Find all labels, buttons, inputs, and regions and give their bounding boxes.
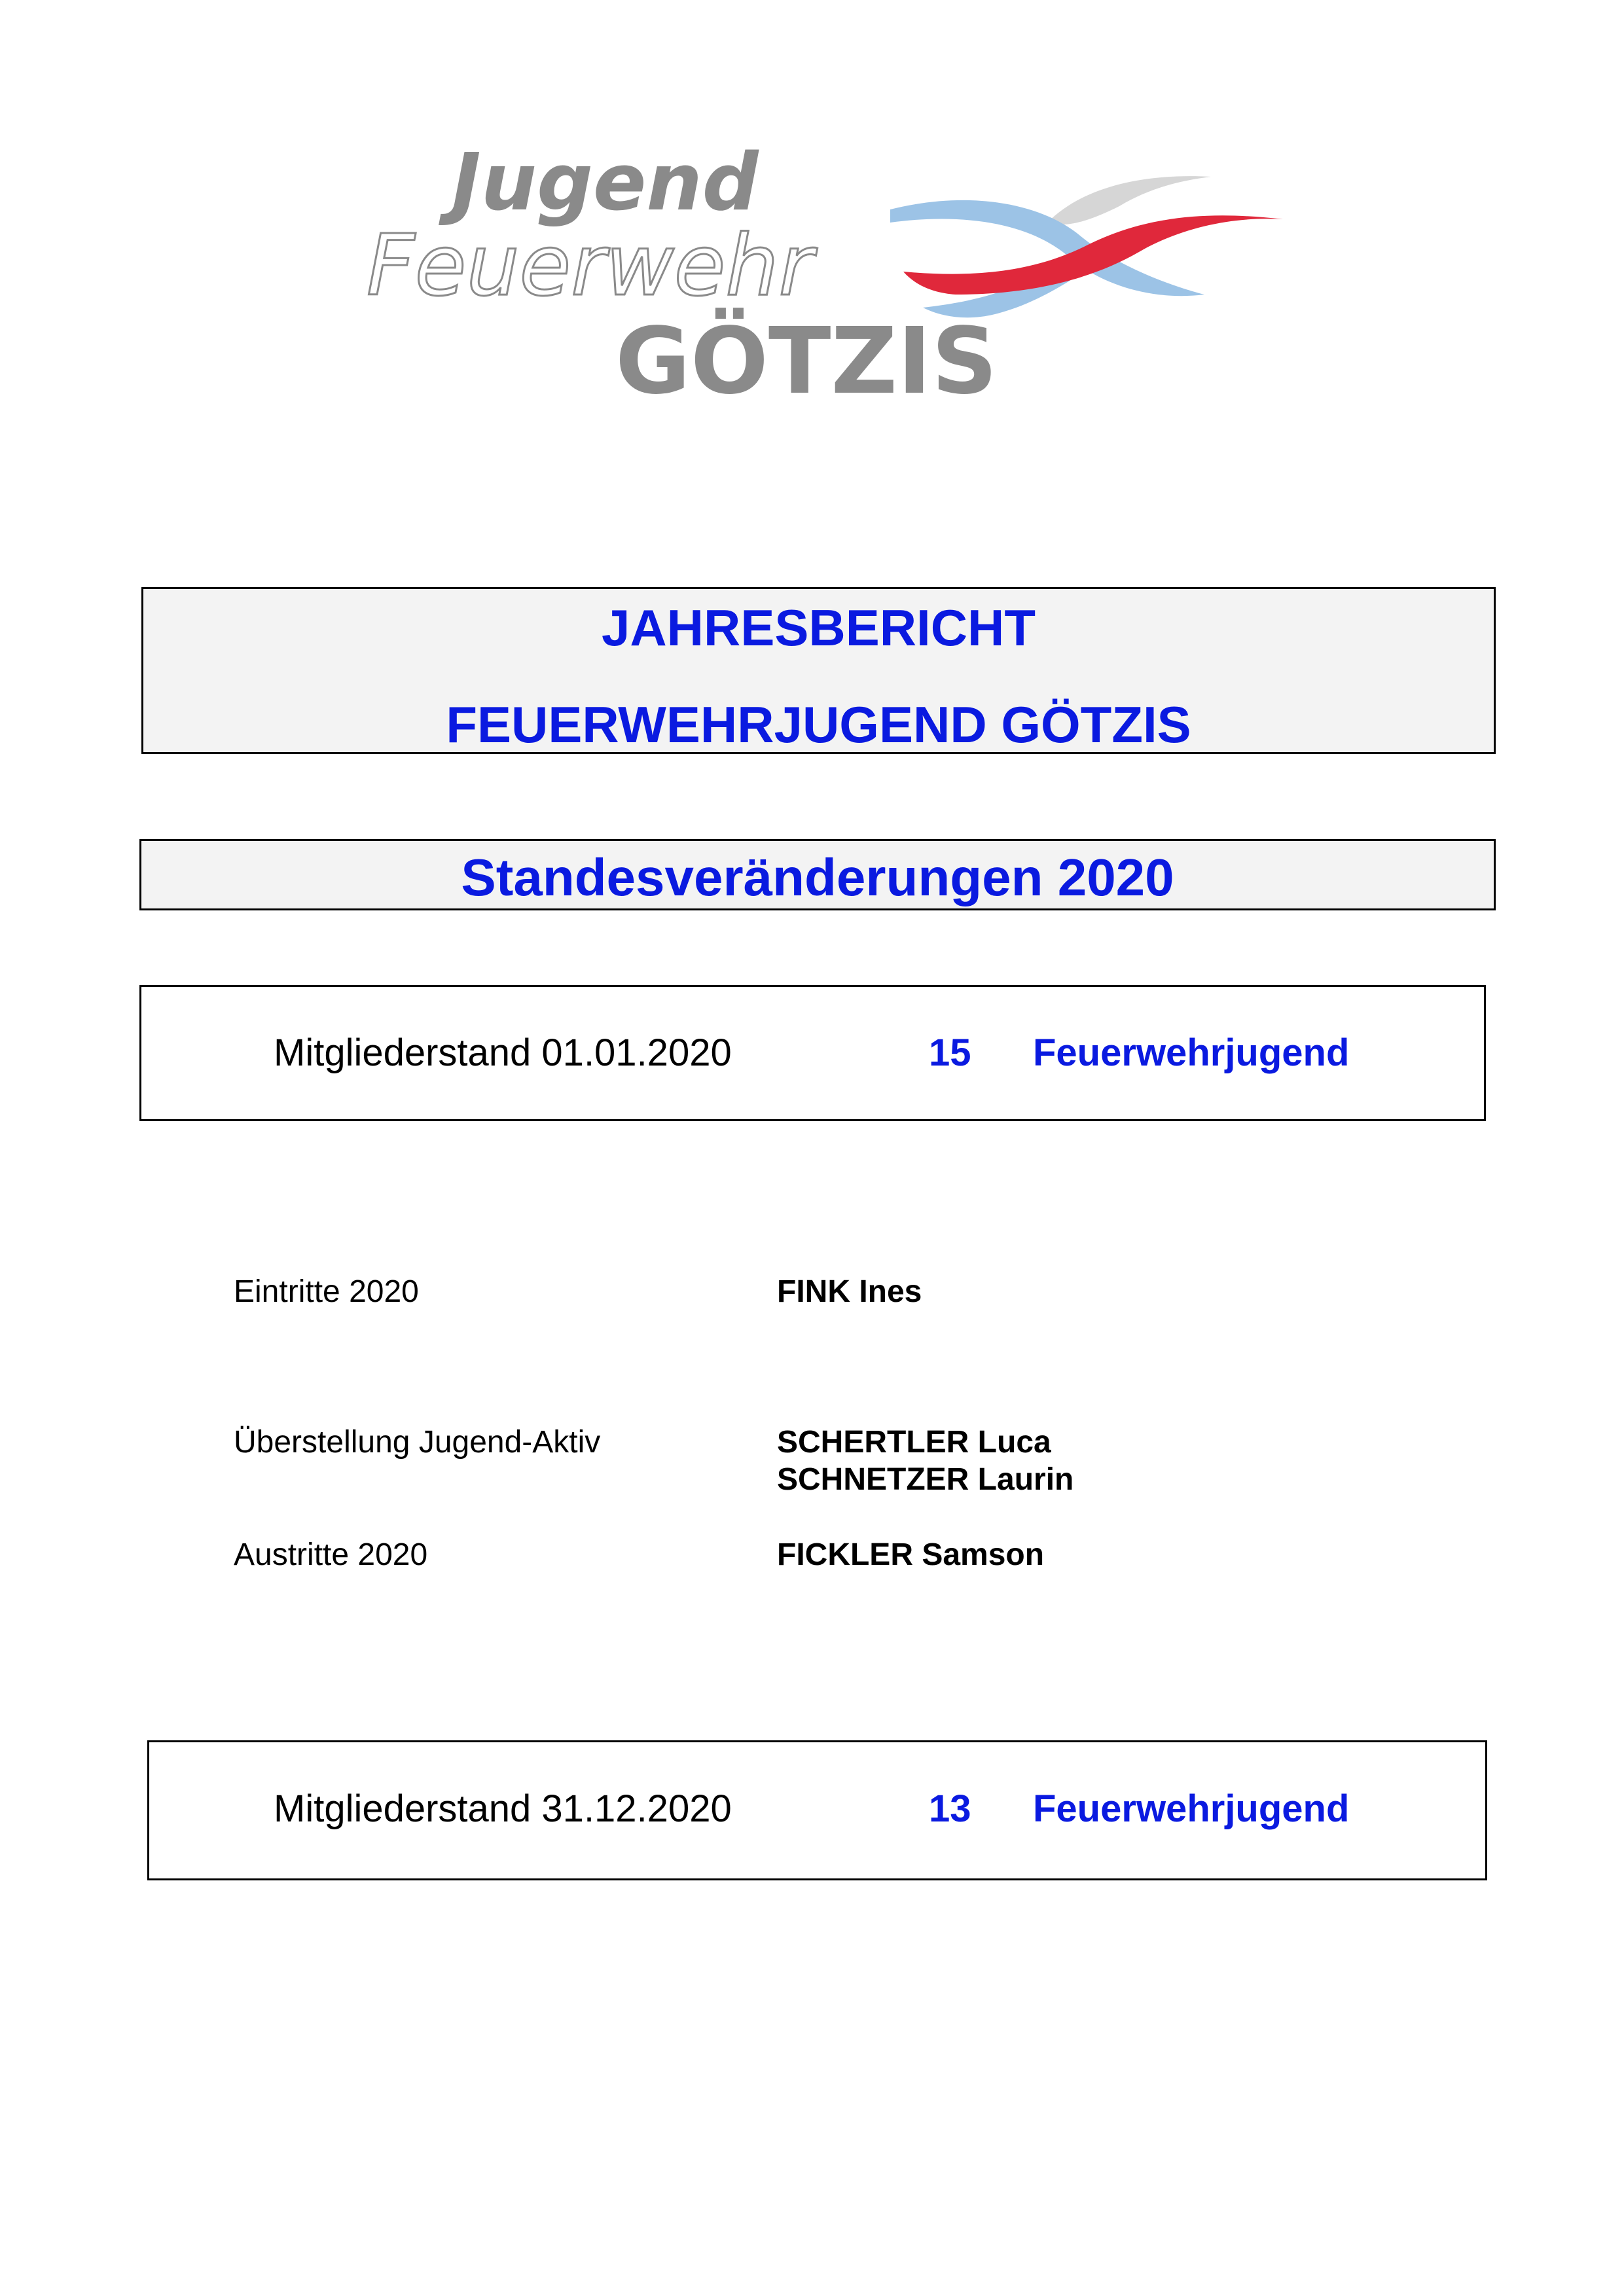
organization-title: FEUERWEHRJUGEND GÖTZIS <box>446 696 1191 753</box>
transfer-name: SCHERTLER Luca <box>777 1425 1051 1460</box>
membership-start-unit: Feuerwehrjugend <box>1033 1031 1350 1074</box>
exits-label: Austritte 2020 <box>234 1537 428 1572</box>
report-title: JAHRESBERICHT <box>601 599 1036 656</box>
logo-word-goetzis: GÖTZIS <box>615 308 998 415</box>
entry-name: FINK Ines <box>777 1274 922 1309</box>
membership-start-count: 15 <box>929 1031 971 1074</box>
membership-end-label: Mitgliederstand 31.12.2020 <box>274 1787 732 1830</box>
entries-label: Eintritte 2020 <box>234 1274 419 1309</box>
logo-word-feuerwehr: Feuerwehr <box>367 217 814 315</box>
membership-end-unit: Feuerwehrjugend <box>1033 1787 1350 1830</box>
title-box <box>141 587 1496 754</box>
transfers-label: Überstellung Jugend-Aktiv <box>234 1425 601 1460</box>
membership-start-label: Mitgliederstand 01.01.2020 <box>274 1031 732 1074</box>
transfer-name: SCHNETZER Laurin <box>777 1462 1074 1497</box>
red-wave <box>903 215 1283 295</box>
exit-name: FICKLER Samson <box>777 1537 1045 1572</box>
logo-word-jugend: Jugend <box>452 137 759 228</box>
membership-end-box <box>147 1740 1487 1880</box>
membership-end-count: 13 <box>929 1787 971 1830</box>
membership-start-box <box>139 985 1486 1121</box>
section-subtitle: Standesveränderungen 2020 <box>461 848 1174 906</box>
subtitle-box <box>139 839 1496 910</box>
feuerwehrjugend-logo <box>353 137 1296 415</box>
